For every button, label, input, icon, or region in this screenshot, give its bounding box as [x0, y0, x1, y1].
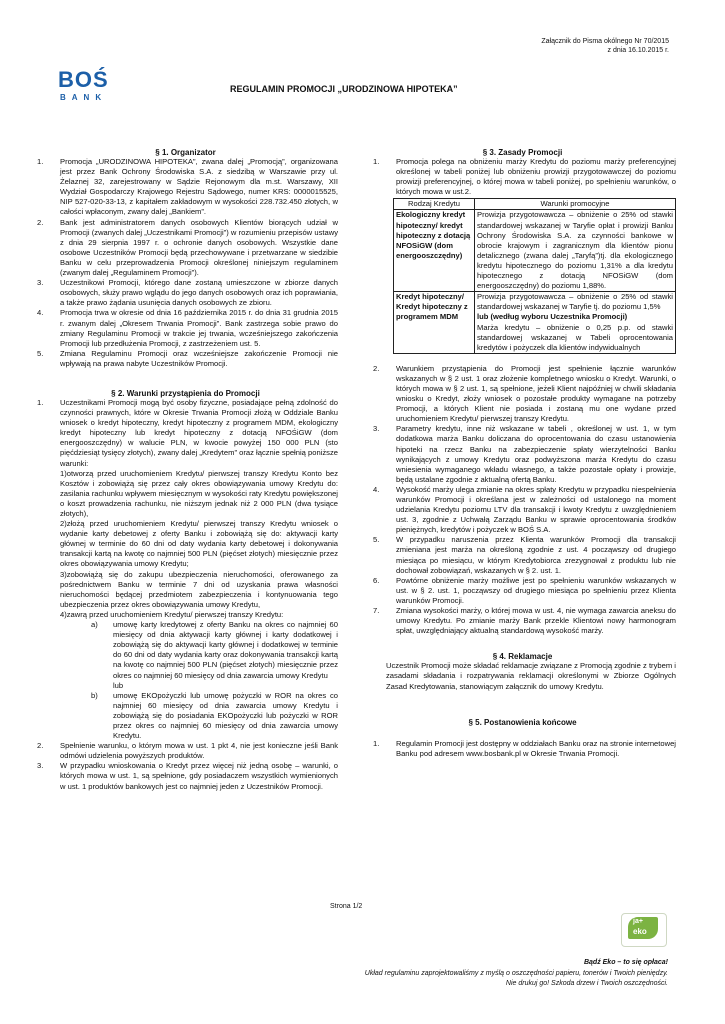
row-eco-conditions: Prowizja przygotowawcza – obniżenie o 25% od stawki standardowej wskazanej w Taryfie opłat i prowizji Banku Ochrony Środowiska S.A. za czynności bankowe w obrocie krajowym i zagranicznym dla klientów pionu detalicznego (zwana dalej „Taryfą”)tj. dla ekologicznego kredytu hipotecznego do poziomu 1,31% a dla kredytu hipotecznego z dotacją NFOSiGW (dom energooszczędny) do poziomu 1,88%.: [475, 210, 676, 292]
section-4-title: § 4. Reklamacje: [492, 652, 553, 662]
promo-table: [393, 198, 676, 353]
badge-top-text: ja+: [633, 918, 643, 925]
logo-subtext: BANK: [60, 93, 108, 102]
bank-logo: [58, 68, 114, 108]
s1-item-2: 2. Bank jest administratorem danych osobowych Klientów biorących udział w Promocji (zwanych dalej „Uczestnikami Promocji”) w rozumieniu przepisów ustawy z dnia 29 sierpnia 1997 r. o ochronie danych osobowych. Wszystkie dane osobowe Uczestników Promocji będą przechowywane i przetwarzane w siedzibie Banku w celu przeprowadzenia Promocji określonej niniejszym regulaminem (zwanym dalej „Regulaminem Promocji”).: [37, 217, 338, 278]
s2-item-1: 1. Uczestnikami Promocji mogą być osoby fizyczne, posiadające pełną zdolność do czynności prawnych, które w Okresie Trwania Promocji złożą w Oddziale Banku wniosek o kredyt hipoteczny, kredyt hipoteczny z programem MDM, ekologiczny kredyt hipoteczny lub kredyt hipoteczny z dotacją NFOŚiGW (dom energooszczędny) w walucie PLN, w kwocie powyżej 150 000 PLN (sto pięćdziesiąt tysięcy złotych), zwany dalej „Kredytem” oraz łącznie spełnią poniższe warunki:: [37, 397, 338, 468]
s3-item-5: 5. W przypadku naruszenia przez Klienta warunków Promocji dla transakcji zmieniana jest marża na określoną zgodnie z ust. 4 począwszy od drugiego miesiąca po miesiącu, w którym Kredytobiorca zrezygnował z produktu lub nie dochował zobowiązań, wskazanych w § 2. ust. 1.: [373, 535, 676, 575]
eco-badge: [621, 913, 667, 947]
s4-text: Uczestnik Promocji może składać reklamacje związane z Promocją zgodnie z trybem i zasadami składania i rozpatrywania reklamacji określonymi w Zbiorze Ogólnych Zasad Kredytowania, stanowiącym załącznik do umowy Kredytu.: [386, 661, 676, 691]
logo-text: BOŚ: [58, 67, 109, 92]
section-1-title: § 1. Organizator: [155, 148, 216, 157]
s2-sub-1: 1)otworzą przed uruchomieniem Kredytu/ pierwszej transzy Kredytu Konto bez Kosztów i zobowiążą się przez cały okres obowiązywania umowy Kredytu do: zasilania rachunku wpływem miesięcznym w wysokości raty Kredytu powiększonej o koszt prowadzenia rachunku, nie niższym jednak niż 2 000 PLN (dwa tysiące złotych),: [60, 468, 338, 518]
s2-sub4-or: lub: [113, 680, 124, 690]
table-header-row: [394, 199, 676, 210]
s1-item-4: 4. Promocja trwa w okresie od dnia 16 października 2015 r. do dnia 31 grudnia 2015 r. zwanym dalej „Okresem Trwania Promocji”. Bank zastrzega sobie prawo do zmiany Regulaminu Promocji w trakcie jej trwania, wcześniejszego zakończenia Promocji lub przedłużenia Promocji, z zastrzeżeniem ust. 5.: [37, 308, 338, 348]
section-3-title: § 3. Zasady Promocji: [482, 148, 563, 157]
s2-sub-3: 3)zobowiążą się do zakupu ubezpieczenia nieruchomości, oferowanego za pośrednictwem Banku w terminie 7 dni od uzyskania prawa własności nieruchomości będącej przedmiotem zabezpieczenia i kontynuowania tego ubezpieczenia przez okres obowiązywania umowy Kredytu,: [60, 569, 338, 609]
eco-note-1: Układ regulaminu zaprojektowaliśmy z myślą o oszczędności papieru, tonerów i Twoich pieniędzy.: [364, 969, 668, 977]
s2-item-2: 2. Spełnienie warunku, o którym mowa w ust. 1 pkt 4, nie jest konieczne jeśli Bank odmówi udzielenia powyższych produktów.: [37, 741, 338, 761]
s3-item-4: 4. Wysokość marży ulega zmianie na okres spłaty Kredytu w przypadku niespełnienia warunków Promocji i określana jest w zależności od ustalonego na moment udzielania Kredytu poziomu LTV dla transakcji i kwoty Kredytu z uwzględnieniem ust. 3, zgodnie z Uchwałą Zarządu Banku w sprawie oprocentowania środków pieniężnych, kredytów i pożyczek w BOŚ S.A.: [373, 484, 676, 535]
page-number: Strona 1/2: [330, 903, 363, 910]
table-header-type: Rodzaj Kredytu: [394, 199, 475, 210]
s5-item-1: 1. Regulamin Promocji jest dostępny w oddziałach Banku oraz na stronie internetowej Banku pod adresem www.bosbank.pl w Okresie Trwania Promocji.: [373, 738, 676, 758]
left-column: [33, 148, 338, 792]
s1-item-1: 1. Promocja „URODZINOWA HIPOTEKA”, zwana dalej „Promocją”, organizowana jest przez Bank Ochrony Środowiska S.A. z siedzibą w Warszawie przy ul. Żelaznej 32, zarejestrowany w Sądzie Rejonowym dla m.st. Warszawy, XII Wydział Gospodarczy Krajowego Rejestru Sądowego, numer KRS: 0000015525, NIP 527-020-33-13, z kapitałem zakładowym w wysokości 228.732.450 złotych, w całości wpłaconym, zwany dalej „Bankiem”.: [37, 157, 338, 217]
table-row: [394, 210, 676, 292]
row-mdm-conditions: Prowizja przygotowawcza – obniżenie o 25% od stawki standardowej wskazanej w Taryfie tj. do poziomu 1,5% lub (według wyboru Uczestnika Promocji) Marża kredytu – obniżenie o 0,25 p.p. od stawki standardowej wskazanej w Tabeli oprocentowania kredytów i pożyczek dla klientów indywidualnych: [475, 292, 676, 354]
s1-item-5: 5. Zmiana Regulaminu Promocji oraz wcześniejsze zakończenie Promocji nie wpływają na prawa nabyte Uczestników Promocji.: [37, 348, 338, 368]
table-row: [394, 292, 676, 354]
s2-sub-2: 2)złożą przed uruchomieniem Kredytu/ pierwszej transzy Kredytu wniosek o wydanie karty debetowej z oferty Banku i zobowiążą się do: aktywacji karty głównej w terminie do 60 dni od daty wydania karty debetowej i dokonywania transakcji kartą na kwotę co najmniej 500 PLN (pięćset złotych) miesięcznie przez okres obowiązywania umowy Kredytu;: [60, 519, 338, 569]
s3-item-2: 2. Warunkiem przystąpienia do Promocji jest spełnienie łącznie warunków wskazanych w § 2 ust. 1 oraz złożenie kompletnego wniosku o Kredyt. Warunki, o których mowa w § 2 ust. 1, są spełnione, jeżeli Klient najpóźniej w chwili składania wniosku o Kredyt, złoży wniosek o pozostałe produkty wymagane na potrzeby Promocji, a których Klient nie posiada i zostaną mu one wydane przed uruchomieniem Kredytu/ pierwszej transzy Kredytu.: [373, 363, 676, 424]
row-eco-type: Ekologiczny kredyt hipoteczny/ kredyt hipoteczny z dotacją NFOSiGW (dom energooszczędny): [394, 210, 475, 292]
eco-note-2: Nie drukuj go! Szkoda drzew i Twoich oszczędności.: [505, 980, 668, 987]
table-header-conditions: Warunki promocyjne: [475, 199, 676, 210]
s2-sub4-b: b) umowę EKOpożyczki lub umowę pożyczki w ROR na okres co najmniej 60 miesięcy od dnia zawarcia umowy Kredytu i zobowiążą się do posiadania EKOpożyczki lub pożyczki w ROR przez okres co najmniej 60 miesięcy od dnia zawarcia umowy Kredytu.: [91, 690, 338, 741]
s3-item-6: 6. Powtórne obniżenie marży możliwe jest po spełnieniu warunków wskazanych w ust. w § 2. ust. 1, począwszy od drugiego miesiąca po spełnieniu przez Klienta warunków Promocji.: [373, 575, 676, 605]
eco-slogan: Bądź Eko – to się opłaca!: [583, 959, 668, 966]
s1-item-3: 3. Uczestnikowi Promocji, którego dane zostaną umieszczone w zbiorze danych osobowych, służy prawo wglądu do jego danych osobowych oraz ich poprawiania, a także prawo żądania usunięcia danych osobowych ze zbioru.: [37, 278, 338, 308]
document-title: REGULAMIN PROMOCJI „URODZINOWA HIPOTEKA”: [230, 84, 458, 94]
s3-item-1: 1. Promocja polega na obniżeniu marży Kredytu do poziomu marży preferencyjnej określonej w tabeli poniżej lub obniżeniu prowizji przygotowawczej do poziomu prowizji preferencyjnej, o której mowa w tabeli poniżej, po spełnieniu warunków, o których mowa w ust.2.: [373, 157, 676, 197]
row-mdm-type: Kredyt hipoteczny/ Kredyt hipoteczny z programem MDM: [394, 292, 475, 354]
attachment-note: Załącznik do Pisma okólnego Nr 70/2015 z dnia 16.10.2015 r.: [541, 38, 669, 54]
s3-item-3: 3. Parametry kredytu, inne niż wskazane w tabeli , określonej w ust. 1, w tym dodatkowa marża Banku doliczana do oprocentowania do czasu ustanowienia hipoteki na rzecz Banku na zabezpieczenie spłaty wierzytelności Banku wynikających z umowy Kredytu oraz podwyższona marża Kredytu do czasu wniesienia wymaganego wkładu własnego, a także pozostałe opłaty i prowizje, będą ustalane zgodnie z aktualną ofertą Banku.: [373, 424, 676, 484]
badge-bottom-text: eko: [633, 927, 647, 936]
s2-sub4-a: a) umowę karty kredytowej z oferty Banku na okres co najmniej 60 miesięcy od dnia aktywacji karty głównej i karty dodatkowej i zobowiążą się do aktywacji karty głównej i dodatkowej w terminie do 60 dni od daty wydania karty oraz dokonywania transakcji kartą na kwotę co najmniej 500 PLN (pięćset złotych) miesięcznie przez okres co najmniej 60 miesięcy od dnia zawarcia umowy Kredytu: [91, 620, 338, 680]
section-5-title: § 5. Postanowienia końcowe: [468, 717, 577, 727]
section-2-title: § 2. Warunki przystąpienia do Promocji: [111, 388, 260, 398]
s2-item-3: 3. W przypadku wnioskowania o Kredyt przez więcej niż jedną osobę – warunki, o których mowa w ust. 1, są spełnione, gdy posiadaczem wszystkich wymienionych w ust. 1 produktów bankowych jest co najmniej jeden z Uczestników Promocji.: [37, 761, 338, 791]
s3-item-7: 7. Zmiana wysokości marży, o której mowa w ust. 4, nie wymaga zawarcia aneksu do umowy Kredytu. Po zmianie marży Bank przekle Klientowi nowy harmonogram spłat, uwzględniający aktualną standardową wysokość marży.: [373, 606, 676, 636]
right-column: [369, 148, 676, 759]
eco-footer: [365, 958, 668, 990]
s2-sub-4: 4)zawrą przed uruchomieniem Kredytu/ pierwszej transzy Kredytu:: [60, 609, 284, 619]
